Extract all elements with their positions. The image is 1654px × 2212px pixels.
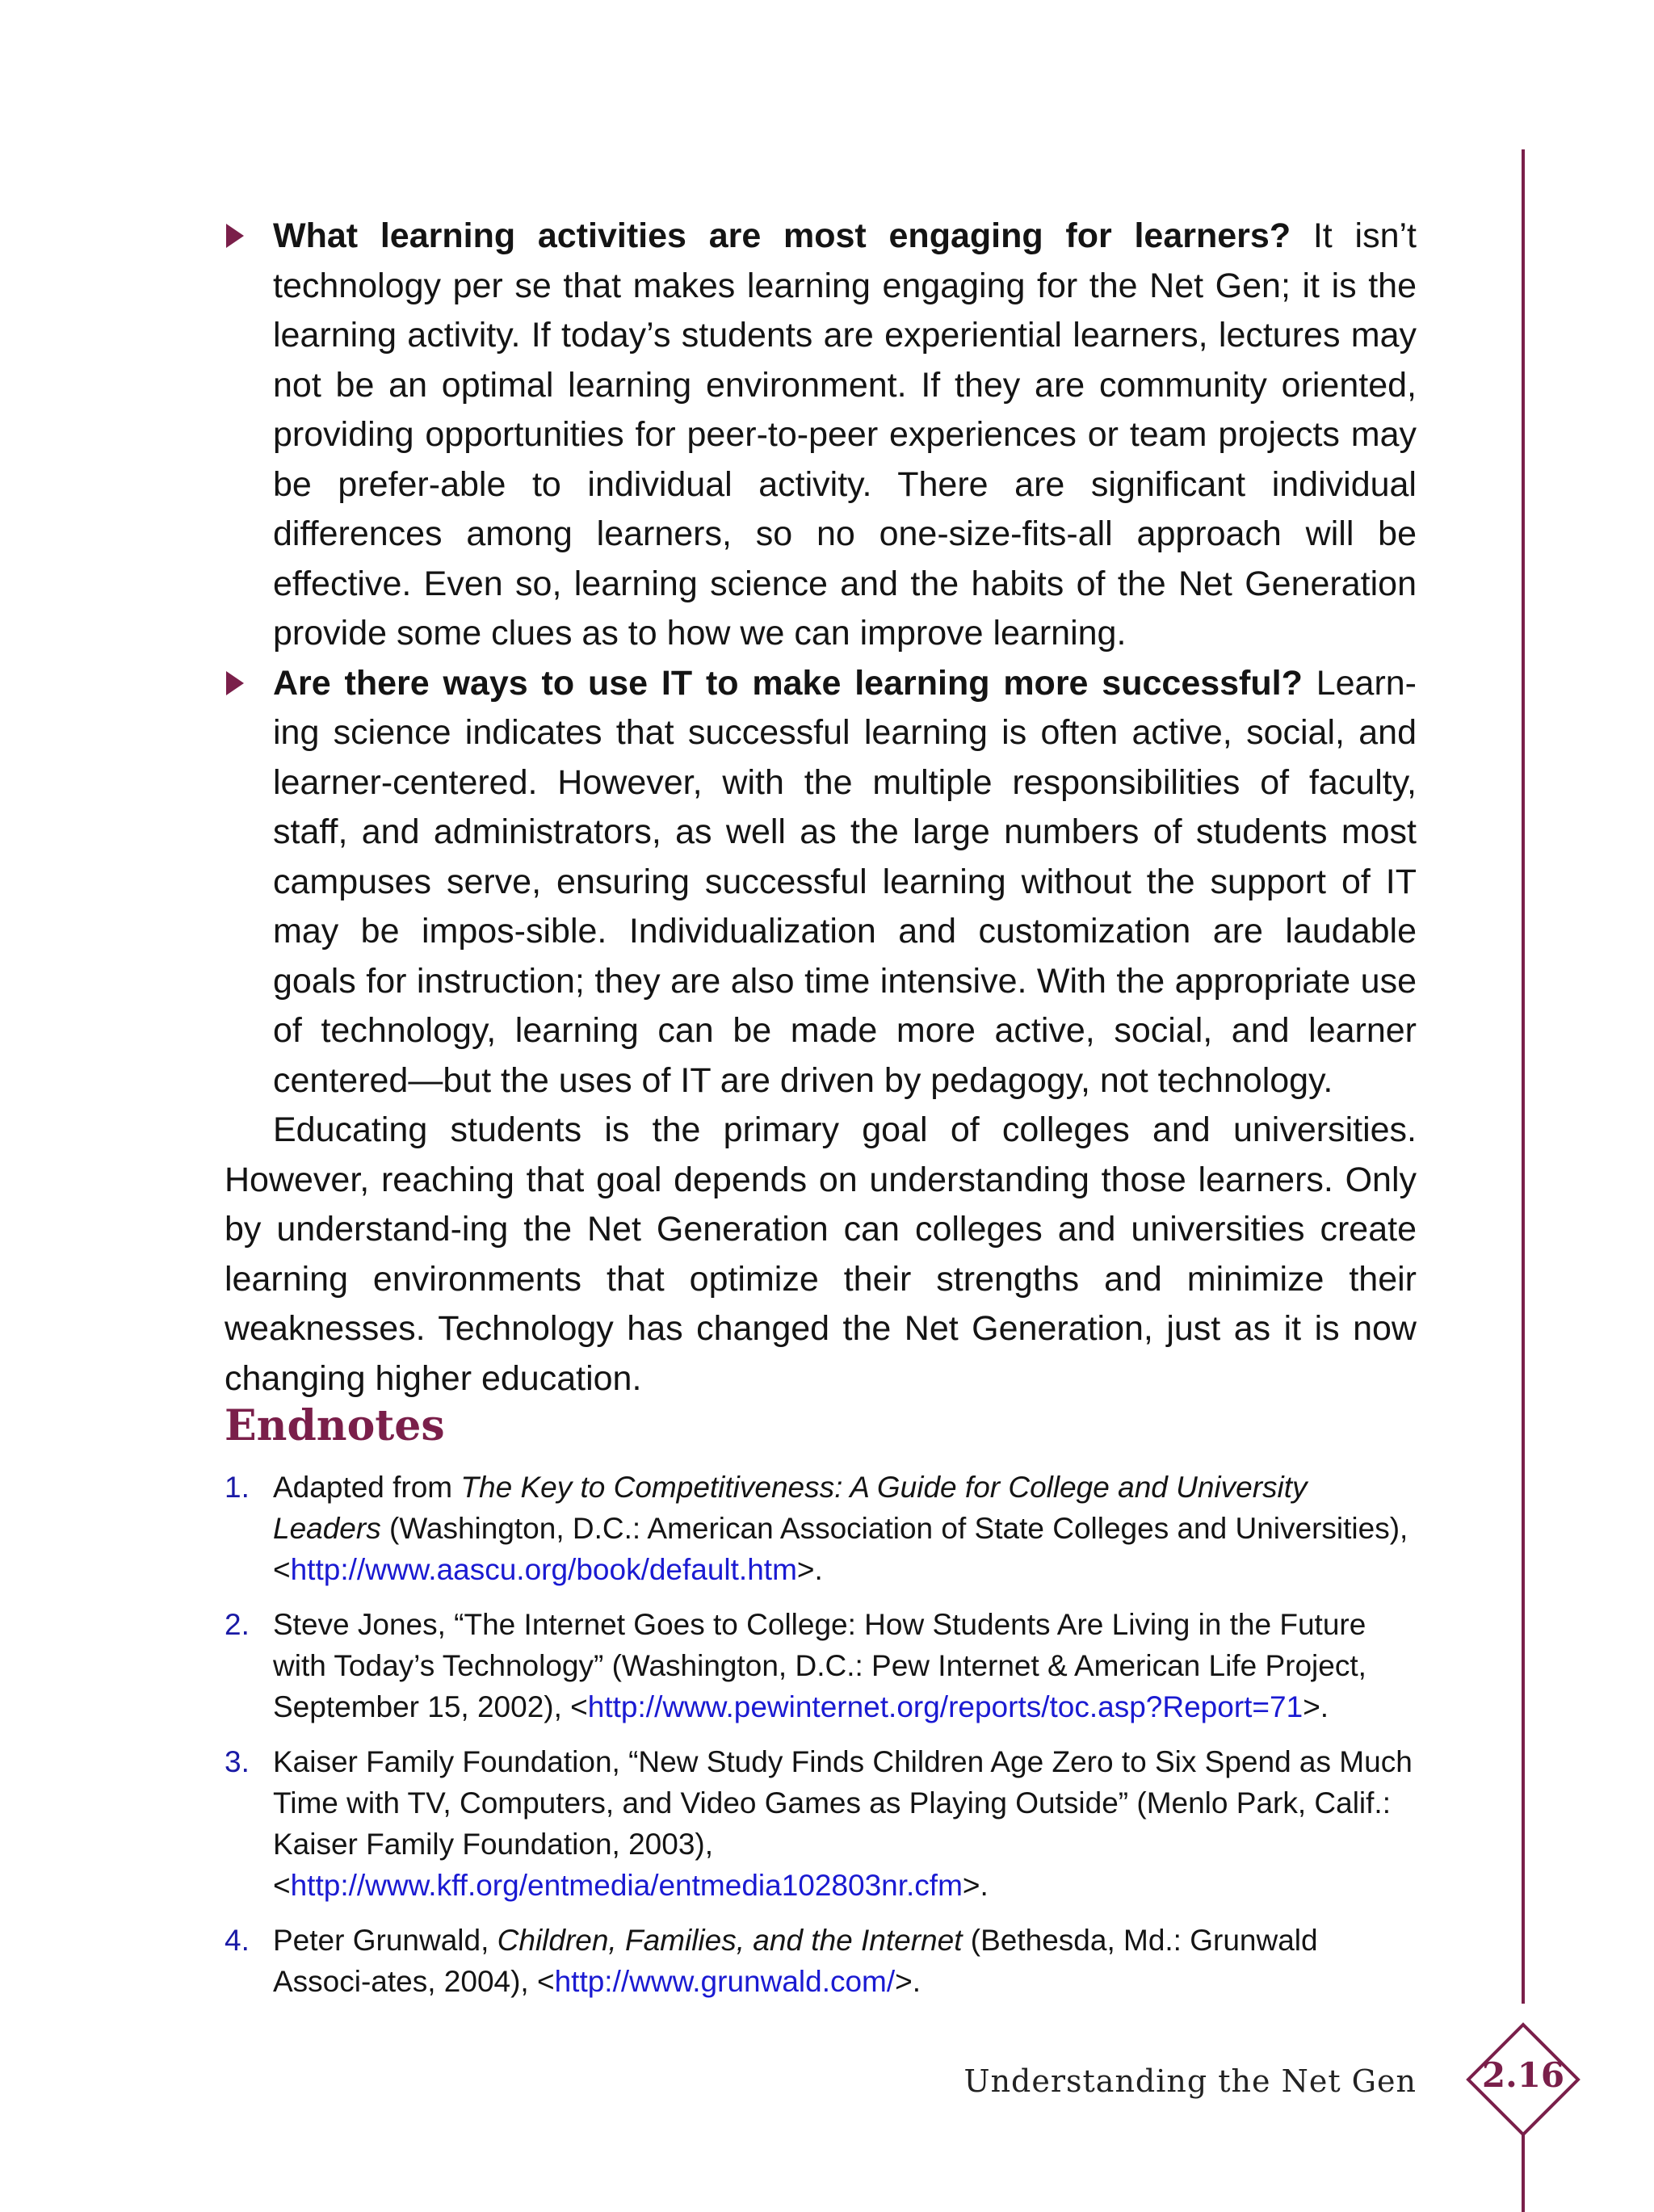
bullet-heading: What learning activities are most engaging for learners?: [273, 216, 1291, 255]
endnote-item: [225, 1604, 1417, 1727]
endnote-text: >.: [962, 1869, 989, 1902]
page-number: 2.16: [1481, 2055, 1565, 2095]
endnote-link[interactable]: http://www.grunwald.com/: [554, 1965, 896, 1998]
endnote-number: 2.: [225, 1608, 250, 1641]
endnote-text: >.: [1303, 1690, 1329, 1723]
body-text: [225, 212, 1417, 1404]
endnote-link[interactable]: http://www.kff.org/entmedia/entmedia102803nr.cfm: [290, 1869, 963, 1902]
endnote-title: Children, Families, and the Internet: [497, 1924, 963, 1957]
endnote-text: Steve Jones, “The Internet Goes to College: How Students Are Living in the Future with Today’s Technology” (Washington, D.C.: Pew Internet & American Life Project, September 15, 2002), <: [273, 1608, 1366, 1723]
endnotes-heading: Endnotes: [225, 1401, 445, 1450]
triangle-bullet-icon: [226, 224, 244, 248]
endnote-number: 1.: [225, 1471, 250, 1504]
endnote-link[interactable]: http://www.pewinternet.org/reports/toc.asp?Report=71: [587, 1690, 1303, 1723]
endnote-text: Adapted from: [273, 1471, 461, 1504]
margin-rule: [1522, 149, 1525, 2004]
endnote-text: Peter Grunwald,: [273, 1924, 497, 1957]
endnote-text: (Washington, D.C.: American Association of State Colleges and Universities), <: [273, 1512, 1408, 1586]
closing-paragraph: Educating students is the primary goal of colleges and universities. However, reaching that goal depends on understanding those learners. Only by understand-ing the Net Generation can colleges and universities create learning environments that optimize their strengths and minimize their weaknesses. Technology has changed the Net Generation, just as it is now changing higher education.: [225, 1110, 1417, 1398]
endnote-item: [225, 1467, 1417, 1590]
endnote-text: >.: [796, 1553, 823, 1586]
endnote-title: The Key to Competitiveness: A Guide for College and University Leaders: [273, 1471, 1308, 1545]
endnote-text: Kaiser Family Foundation, “New Study Finds Children Age Zero to Six Spend as Much Time with TV, Computers, and Video Games as Playing Outside” (Menlo Park, Calif.: Kaiser Family Foundation, 2003), <: [273, 1745, 1413, 1902]
endnote-text: (Bethesda, Md.: Grunwald Associ-ates, 2004), <: [273, 1924, 1318, 1998]
endnote-number: 4.: [225, 1924, 250, 1957]
endnote-item: [225, 1741, 1417, 1906]
running-footer: Understanding the Net Gen: [963, 2063, 1417, 2099]
bullet-heading: Are there ways to use IT to make learning more successful?: [273, 663, 1303, 703]
endnote-text: >.: [895, 1965, 921, 1998]
bullet-text: It isn’t technology per se that makes learning engaging for the Net Gen; it is the learning activity. If today’s students are experiential learners, lectures may not be an optimal learning environment. If they are community oriented, providing opportunities for peer-to-peer experiences or team projects may be prefer-able to individual activity. There are significant individual differences among learners, so no one-size-fits-all approach will be effective. Even so, learning science and the habits of the Net Generation provide some clues as to how we can improve learning.: [273, 216, 1417, 653]
endnotes-list: [225, 1467, 1417, 2016]
endnote-number: 3.: [225, 1745, 250, 1778]
bullet-item: [225, 212, 1417, 659]
endnote-link[interactable]: http://www.aascu.org/book/default.htm: [290, 1553, 797, 1586]
bullet-text: Learn-ing science indicates that successful learning is often active, social, and learner-centered. However, with the multiple responsibilities of faculty, staff, and administrators, as well as the large numbers of students most campuses serve, ensuring successful learning without the support of IT may be impos-sible. Individualization and customization are laudable goals for instruction; they are also time intensive. With the appropriate use of technology, learning can be made more active, social, and learner centered—but the uses of IT are driven by pedagogy, not technology.: [273, 663, 1417, 1100]
bullet-item: [225, 659, 1417, 1106]
endnote-item: [225, 1920, 1417, 2002]
triangle-bullet-icon: [226, 671, 244, 695]
